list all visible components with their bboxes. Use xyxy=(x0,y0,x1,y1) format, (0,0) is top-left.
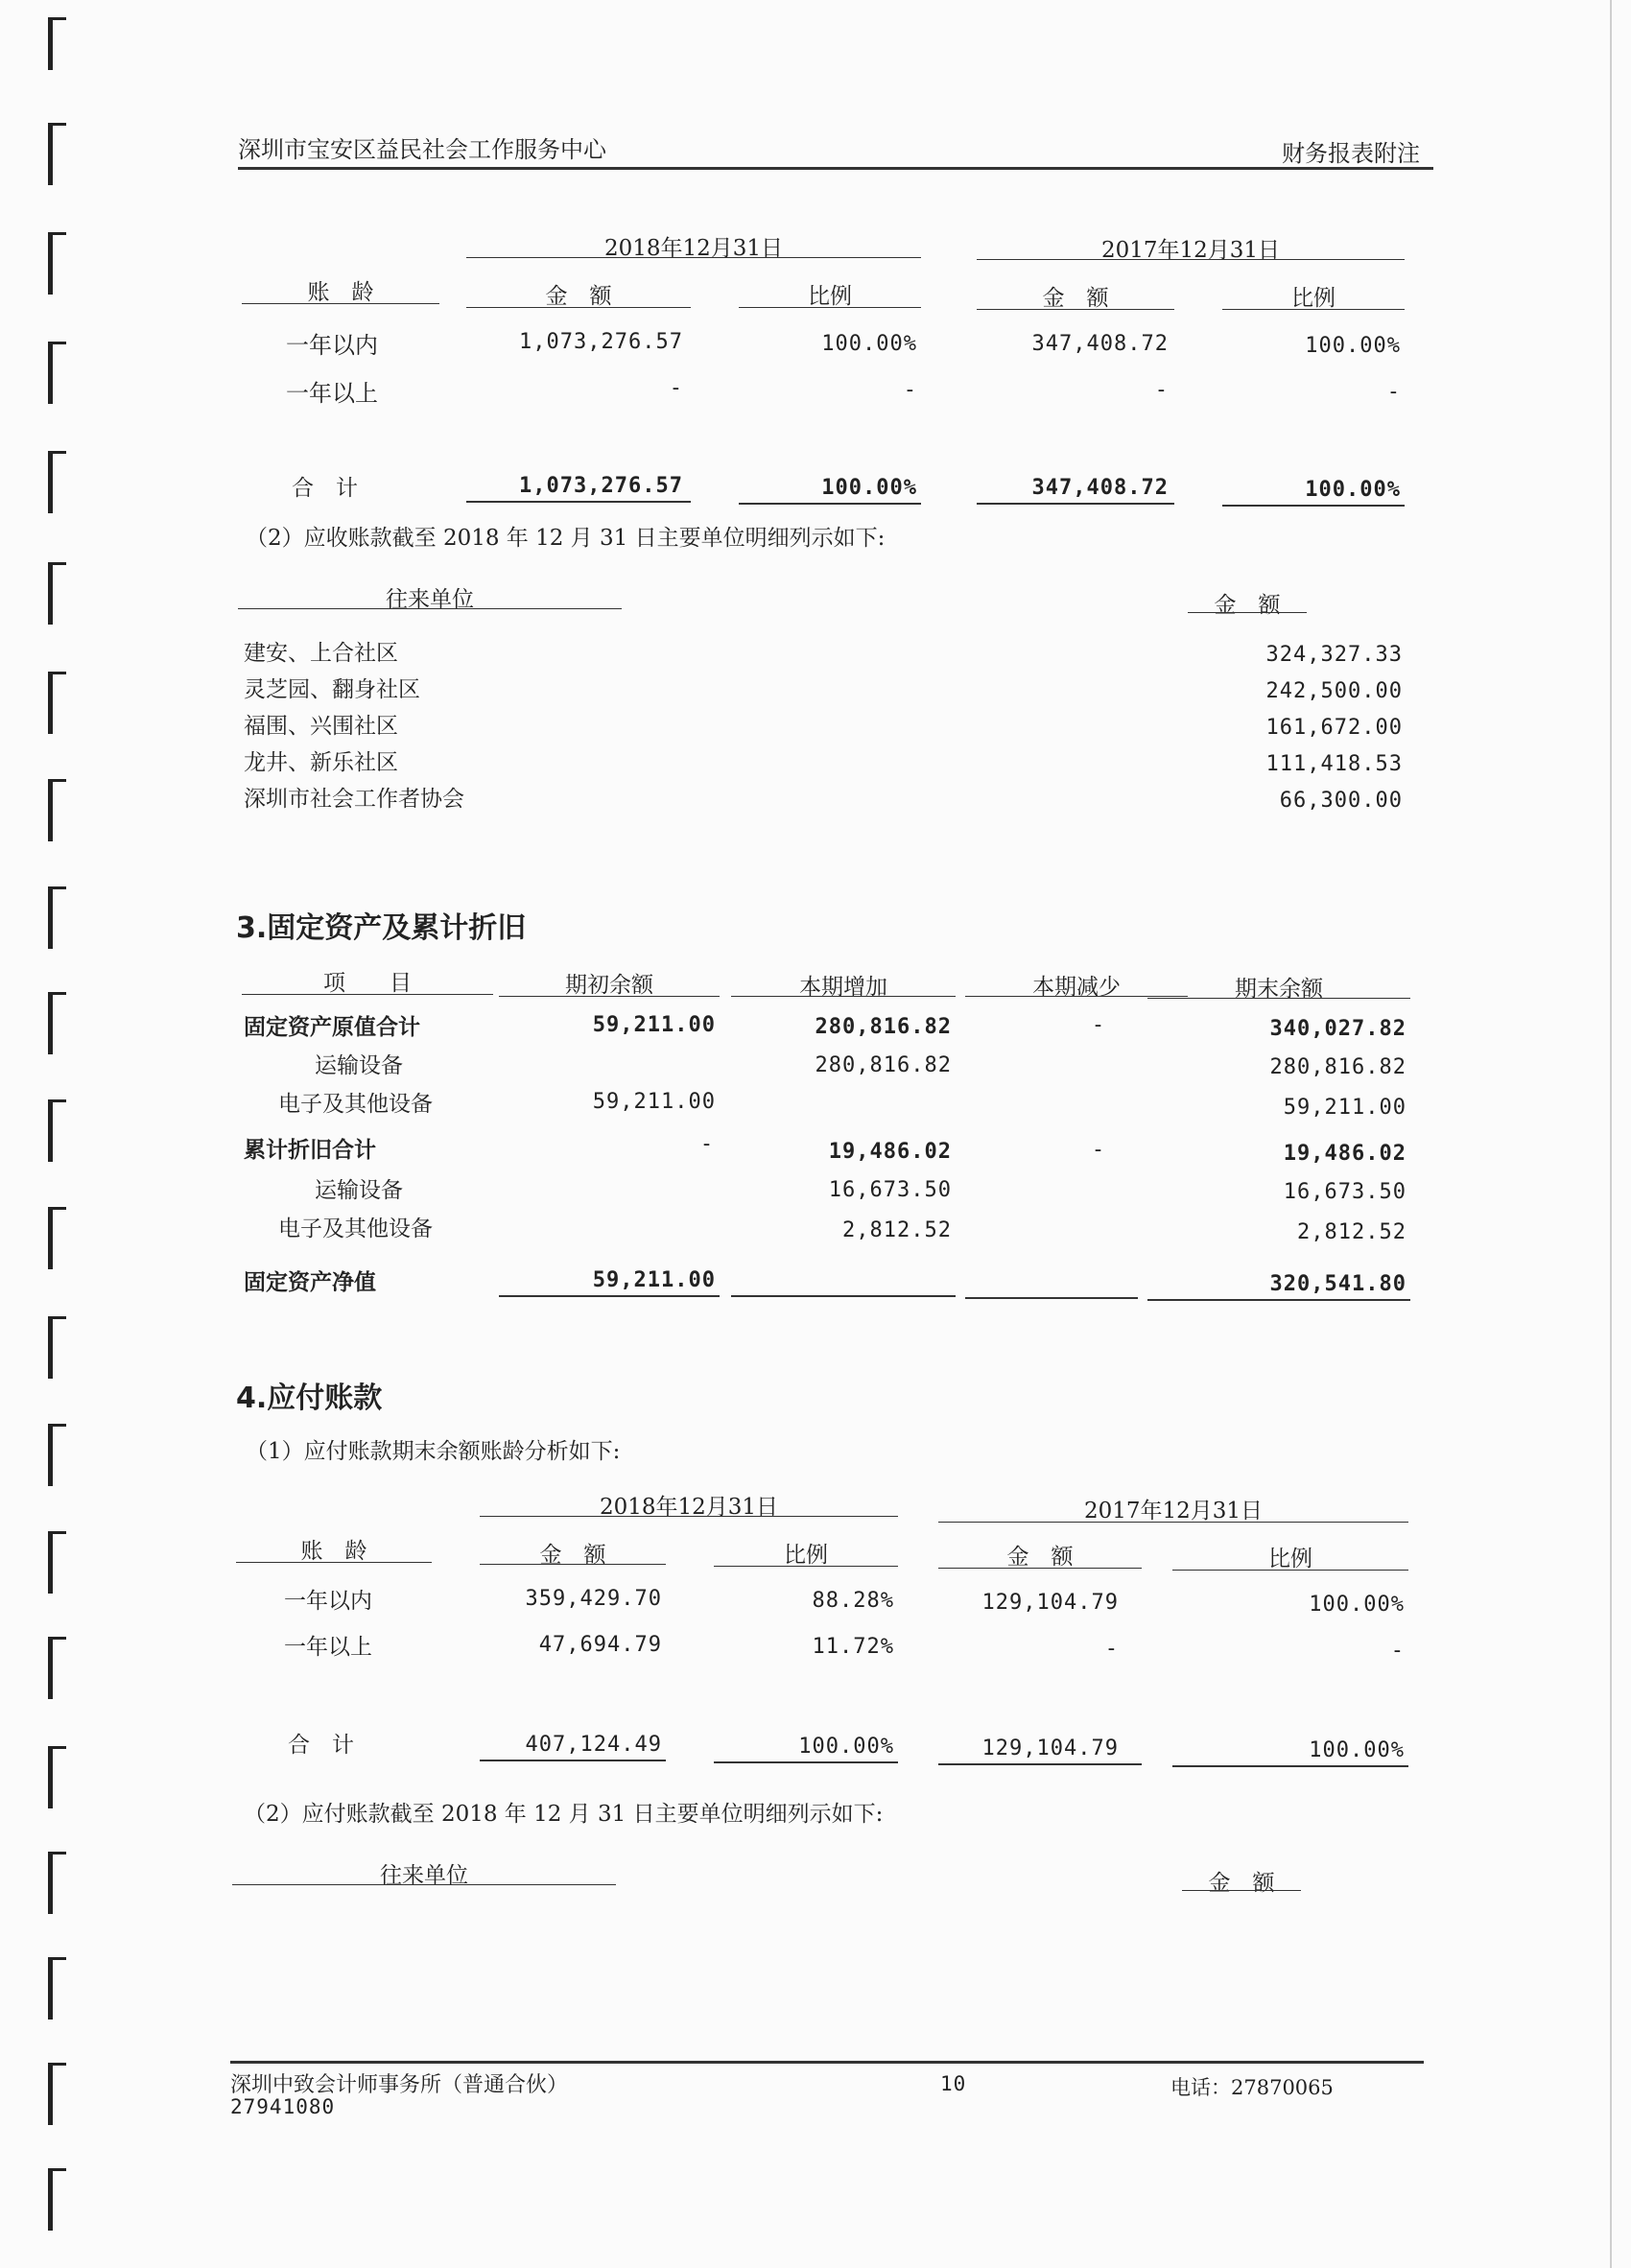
rule xyxy=(977,259,1405,260)
net-label: 固定资产净值 xyxy=(244,1269,376,1295)
list-item-name: 灵芝园、翻身社区 xyxy=(244,677,420,702)
col-age: 账 龄 xyxy=(300,1539,367,1564)
rule xyxy=(466,307,691,308)
rule xyxy=(242,994,493,995)
ratio-2017: - xyxy=(1386,380,1401,404)
opening: 59,211.00 xyxy=(592,1090,716,1114)
rule xyxy=(731,996,956,997)
col-ratio-2018: 比例 xyxy=(808,284,852,309)
col-age: 账 龄 xyxy=(307,280,374,305)
list-item-name: 龙井、新乐社区 xyxy=(244,750,398,775)
rule xyxy=(1188,612,1307,613)
rule xyxy=(938,1522,1408,1523)
rule xyxy=(714,1761,898,1763)
list-item-amount: 324,327.33 xyxy=(1265,643,1403,667)
rule xyxy=(480,1564,666,1565)
amount-2018: 1,073,276.57 xyxy=(519,330,683,354)
list-item-name: 福围、兴围社区 xyxy=(244,714,398,739)
col-item: 项 目 xyxy=(323,971,412,996)
row-label: 一年以内 xyxy=(284,1589,372,1614)
col-opening: 期初余额 xyxy=(565,973,653,998)
increase: 16,673.50 xyxy=(828,1178,952,1202)
ratio-2018: 88.28% xyxy=(812,1589,894,1613)
date-2017-label: 2017年12月31日 xyxy=(1100,238,1281,263)
amount-2018: 47,694.79 xyxy=(538,1633,662,1657)
increase: 280,816.82 xyxy=(815,1015,952,1039)
net-opening: 59,211.00 xyxy=(592,1268,716,1292)
rule xyxy=(232,1884,616,1885)
closing: 340,027.82 xyxy=(1269,1017,1406,1041)
rule xyxy=(236,1562,432,1563)
closing: 16,673.50 xyxy=(1283,1180,1406,1204)
total-ratio-2018: 100.00% xyxy=(821,476,917,500)
col-amount-2017: 金 额 xyxy=(1006,1545,1074,1570)
total-amount-2017: 129,104.79 xyxy=(981,1736,1119,1760)
list-item-name: 建安、上合社区 xyxy=(244,641,398,666)
total-ratio-2017: 100.00% xyxy=(1309,1738,1405,1762)
increase: 19,486.02 xyxy=(828,1140,952,1164)
row-label: 电子及其他设备 xyxy=(278,1217,433,1241)
rule xyxy=(480,1760,666,1761)
total-amount-2017: 347,408.72 xyxy=(1031,476,1169,500)
increase: 2,812.52 xyxy=(842,1218,952,1242)
rule xyxy=(1182,1890,1301,1891)
closing: 19,486.02 xyxy=(1283,1142,1406,1166)
payables-detail-intro: （2）应付账款截至 2018 年 12 月 31 日主要单位明细列示如下: xyxy=(244,1802,884,1827)
decrease: - xyxy=(1091,1013,1106,1037)
rule xyxy=(1147,998,1410,999)
rule xyxy=(977,309,1174,310)
ratio-2018: 11.72% xyxy=(812,1635,894,1659)
col-ratio-2018: 比例 xyxy=(784,1543,828,1568)
rule xyxy=(714,1566,898,1567)
footer-page-number: 10 xyxy=(940,2072,967,2095)
col-amount-2017: 金 额 xyxy=(1042,286,1109,311)
opening: 59,211.00 xyxy=(592,1013,716,1037)
rule xyxy=(1172,1570,1408,1571)
col-amount: 金 额 xyxy=(1214,593,1281,618)
row-label: 一年以内 xyxy=(286,332,378,359)
row-label: 运输设备 xyxy=(315,1053,403,1078)
rule xyxy=(739,503,921,505)
col-unit: 往来单位 xyxy=(380,1863,468,1888)
rule xyxy=(466,501,691,503)
col-amount-2018: 金 额 xyxy=(545,284,612,309)
list-item-amount: 66,300.00 xyxy=(1279,789,1403,813)
amount-2017: - xyxy=(1104,1637,1119,1661)
col-ratio-2017: 比例 xyxy=(1268,1547,1312,1571)
amount-2017: - xyxy=(1154,378,1169,402)
rule xyxy=(466,257,921,258)
amount-2018: - xyxy=(669,376,683,400)
header-doc-type: 财务报表附注 xyxy=(1282,140,1420,167)
receivables-detail-intro: （2）应收账款截至 2018 年 12 月 31 日主要单位明细列示如下: xyxy=(246,526,886,551)
ratio-2017: 100.00% xyxy=(1309,1593,1405,1617)
ratio-2018: 100.00% xyxy=(821,332,917,356)
total-label: 合 计 xyxy=(292,476,358,501)
closing: 2,812.52 xyxy=(1297,1220,1406,1244)
col-ratio-2017: 比例 xyxy=(1291,286,1336,311)
row-label: 固定资产原值合计 xyxy=(244,1014,420,1040)
row-label: 一年以上 xyxy=(284,1635,372,1660)
rule xyxy=(938,1763,1142,1765)
header-org: 深圳市宝安区益民社会工作服务中心 xyxy=(238,136,606,163)
list-item-amount: 161,672.00 xyxy=(1265,716,1403,740)
ratio-2018: - xyxy=(903,378,917,402)
total-label: 合 计 xyxy=(288,1733,354,1758)
fixed-assets-heading: 3.固定资产及累计折旧 xyxy=(236,911,527,945)
opening: - xyxy=(699,1132,715,1156)
date-2018-label: 2018年12月31日 xyxy=(603,236,784,261)
header-rule xyxy=(238,167,1433,170)
date-2017-label: 2017年12月31日 xyxy=(1083,1499,1264,1524)
amount-2018: 359,429.70 xyxy=(525,1587,662,1611)
rule xyxy=(499,996,720,997)
payables-intro: （1）应付账款期末余额账龄分析如下: xyxy=(246,1439,621,1464)
decrease: - xyxy=(1091,1138,1106,1162)
rule xyxy=(1147,1299,1410,1301)
total-amount-2018: 1,073,276.57 xyxy=(519,474,683,498)
increase: 280,816.82 xyxy=(815,1053,952,1077)
footer-phone: 电话：27870065 xyxy=(1170,2076,1334,2099)
row-label: 电子及其他设备 xyxy=(278,1092,433,1117)
rule xyxy=(1222,505,1405,507)
total-amount-2018: 407,124.49 xyxy=(525,1733,662,1757)
rule xyxy=(499,1295,720,1297)
net-closing: 320,541.80 xyxy=(1269,1272,1406,1296)
list-item-amount: 111,418.53 xyxy=(1265,752,1403,776)
col-increase: 本期增加 xyxy=(799,975,887,1000)
list-item-amount: 242,500.00 xyxy=(1265,679,1403,703)
amount-2017: 347,408.72 xyxy=(1031,332,1169,356)
closing: 59,211.00 xyxy=(1283,1096,1406,1120)
row-label: 运输设备 xyxy=(315,1178,403,1203)
rule xyxy=(242,303,439,304)
rule xyxy=(977,503,1174,505)
footer-firm: 深圳中致会计师事务所（普通合伙） xyxy=(230,2073,569,2097)
rule xyxy=(739,307,921,308)
rule xyxy=(1222,309,1405,310)
payables-heading: 4.应付账款 xyxy=(236,1382,383,1415)
rule xyxy=(480,1516,898,1517)
amount-2017: 129,104.79 xyxy=(981,1591,1119,1615)
ratio-2017: - xyxy=(1390,1639,1405,1663)
closing: 280,816.82 xyxy=(1269,1055,1406,1079)
list-item-name: 深圳市社会工作者协会 xyxy=(244,787,464,812)
date-2018-label: 2018年12月31日 xyxy=(599,1495,779,1520)
row-label: 一年以上 xyxy=(286,380,378,407)
rule xyxy=(965,1297,1138,1299)
col-decrease: 本期减少 xyxy=(1032,975,1121,1000)
footer-fax: 27941080 xyxy=(230,2095,336,2118)
page-edge xyxy=(1610,0,1612,2268)
total-ratio-2017: 100.00% xyxy=(1305,478,1401,502)
col-unit: 往来单位 xyxy=(386,587,474,612)
rule xyxy=(938,1568,1142,1569)
ratio-2017: 100.00% xyxy=(1305,334,1401,358)
row-label: 累计折旧合计 xyxy=(244,1137,376,1163)
rule xyxy=(238,608,622,609)
rule xyxy=(731,1295,956,1297)
col-amount-2018: 金 额 xyxy=(539,1543,606,1568)
col-amount: 金 额 xyxy=(1208,1871,1275,1896)
rule xyxy=(1172,1765,1408,1767)
footer-rule xyxy=(230,2061,1424,2064)
total-ratio-2018: 100.00% xyxy=(798,1735,894,1759)
col-closing: 期末余额 xyxy=(1235,977,1323,1002)
